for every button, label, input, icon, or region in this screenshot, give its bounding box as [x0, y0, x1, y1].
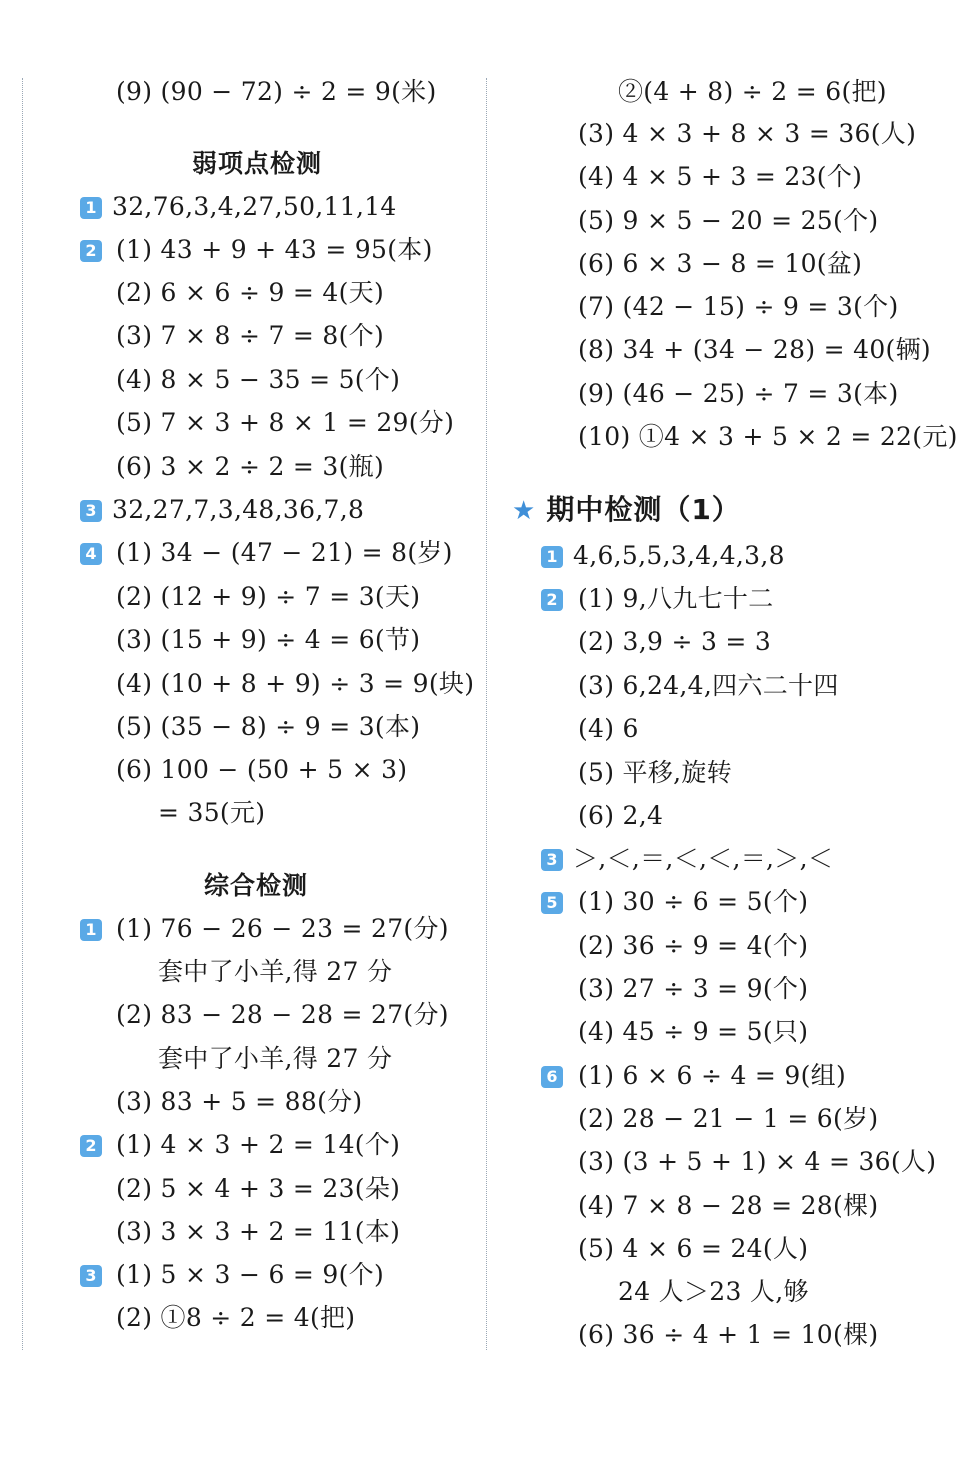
answer-line: 24 人＞23 人,够: [618, 1277, 809, 1306]
question-badge: 2: [80, 240, 102, 262]
answer-line: (8) 34 + (34 − 28) = 40(辆): [578, 335, 931, 364]
star-icon: ★: [512, 496, 537, 526]
answer-line: (3) 3 × 3 + 2 = 11(本): [116, 1217, 401, 1246]
answer-line: (9) (46 − 25) ÷ 7 = 3(本): [578, 379, 899, 408]
answer-line: (3) 4 × 3 + 8 × 3 = 36(人): [578, 119, 917, 148]
answer-line: (1) 76 − 26 − 23 = 27(分): [116, 914, 449, 943]
answer-line: (1) 9,八九七十二: [578, 584, 774, 613]
answer-line: (2) 3,9 ÷ 3 = 3: [578, 627, 772, 656]
answer-line: (3) (15 + 9) ÷ 4 = 6(节): [116, 625, 421, 654]
answer-line: (5) 9 × 5 − 20 = 25(个): [578, 206, 879, 235]
answer-line: (4) 6: [578, 714, 639, 743]
question-badge: 1: [80, 919, 102, 941]
answer-line: (6) 36 ÷ 4 + 1 = 10(棵): [578, 1320, 879, 1349]
answer-line: (10) ①4 × 3 + 5 × 2 = 22(元): [578, 422, 958, 451]
question-badge: 3: [541, 849, 563, 871]
answer-line: (1) 6 × 6 ÷ 4 = 9(组): [578, 1061, 847, 1090]
question-badge: 1: [541, 546, 563, 568]
answer-line: (5) 7 × 3 + 8 × 1 = 29(分): [116, 408, 455, 437]
answer-line: 32,76,3,4,27,50,11,14: [112, 192, 397, 221]
answer-line: (2) 36 ÷ 9 = 4(个): [578, 931, 809, 960]
answer-line: (3) 7 × 8 ÷ 7 = 8(个): [116, 321, 385, 350]
question-badge: 6: [541, 1066, 563, 1088]
answer-line: (3) 83 + 5 = 88(分): [116, 1087, 363, 1116]
answer-line: (2) (12 + 9) ÷ 7 = 3(天): [116, 582, 421, 611]
answer-line: (1) 34 − (47 − 21) = 8(岁): [116, 538, 453, 567]
answer-line: (6) 100 − (50 + 5 × 3): [116, 755, 408, 784]
question-badge: 4: [80, 543, 102, 565]
answer-line: ②(4 + 8) ÷ 2 = 6(把): [618, 77, 887, 106]
answer-line: (5) (35 − 8) ÷ 9 = 3(本): [116, 712, 421, 741]
answer-line: (3) (3 + 5 + 1) × 4 = 36(人): [578, 1147, 937, 1176]
answer-line: (2) ①8 ÷ 2 = 4(把): [116, 1303, 356, 1332]
answer-line: 4,6,5,5,3,4,4,3,8: [573, 541, 785, 570]
answer-line: 套中了小羊,得 27 分: [158, 1044, 393, 1073]
question-badge: 1: [80, 197, 102, 219]
answer-line: (2) 6 × 6 ÷ 9 = 4(天): [116, 278, 385, 307]
question-badge: 3: [80, 500, 102, 522]
answer-line: (6) 6 × 3 − 8 = 10(盆): [578, 249, 863, 278]
answer-line: ＞,＜,＝,＜,＜,＝,＞,＜: [573, 844, 834, 873]
answer-line: = 35(元): [158, 798, 266, 827]
answer-line: (9) (90 − 72) ÷ 2 = 9(米): [116, 77, 437, 106]
answer-line: (4) (10 + 8 + 9) ÷ 3 = 9(块): [116, 669, 475, 698]
section-title-weak-points: 弱项点检测: [192, 149, 323, 178]
question-badge: 5: [541, 892, 563, 914]
question-badge: 2: [541, 589, 563, 611]
answer-line: (3) 27 ÷ 3 = 9(个): [578, 974, 809, 1003]
answer-line: (4) 7 × 8 − 28 = 28(棵): [578, 1191, 879, 1220]
answer-line: (1) 30 ÷ 6 = 5(个): [578, 887, 809, 916]
answer-line: 32,27,7,3,48,36,7,8: [112, 495, 365, 524]
answer-line: (1) 43 + 9 + 43 = 95(本): [116, 235, 433, 264]
answer-line: 套中了小羊,得 27 分: [158, 957, 393, 986]
section-title-text: 期中检测（1）: [546, 493, 741, 526]
question-badge: 3: [80, 1265, 102, 1287]
answer-line: (2) 28 − 21 − 1 = 6(岁): [578, 1104, 879, 1133]
answer-line: (5) 4 × 6 = 24(人): [578, 1234, 809, 1263]
answer-line: (1) 4 × 3 + 2 = 14(个): [116, 1130, 401, 1159]
question-badge: 2: [80, 1135, 102, 1157]
section-title-comprehensive: 综合检测: [204, 871, 309, 900]
answer-line: (4) 45 ÷ 9 = 5(只): [578, 1017, 809, 1046]
answer-line: (1) 5 × 3 − 6 = 9(个): [116, 1260, 385, 1289]
answer-line: (7) (42 − 15) ÷ 9 = 3(个): [578, 292, 899, 321]
answer-line: (6) 3 × 2 ÷ 2 = 3(瓶): [116, 452, 385, 481]
answer-line: (4) 8 × 5 − 35 = 5(个): [116, 365, 401, 394]
answer-line: (4) 4 × 5 + 3 = 23(个): [578, 162, 863, 191]
answer-line: (2) 5 × 4 + 3 = 23(朵): [116, 1174, 401, 1203]
answer-line: (5) 平移,旋转: [578, 758, 733, 787]
section-title-midterm: [512, 493, 741, 528]
answer-line: (6) 2,4: [578, 801, 664, 830]
answer-line: (3) 6,24,4,四六二十四: [578, 671, 839, 700]
answer-line: (2) 83 − 28 − 28 = 27(分): [116, 1000, 449, 1029]
